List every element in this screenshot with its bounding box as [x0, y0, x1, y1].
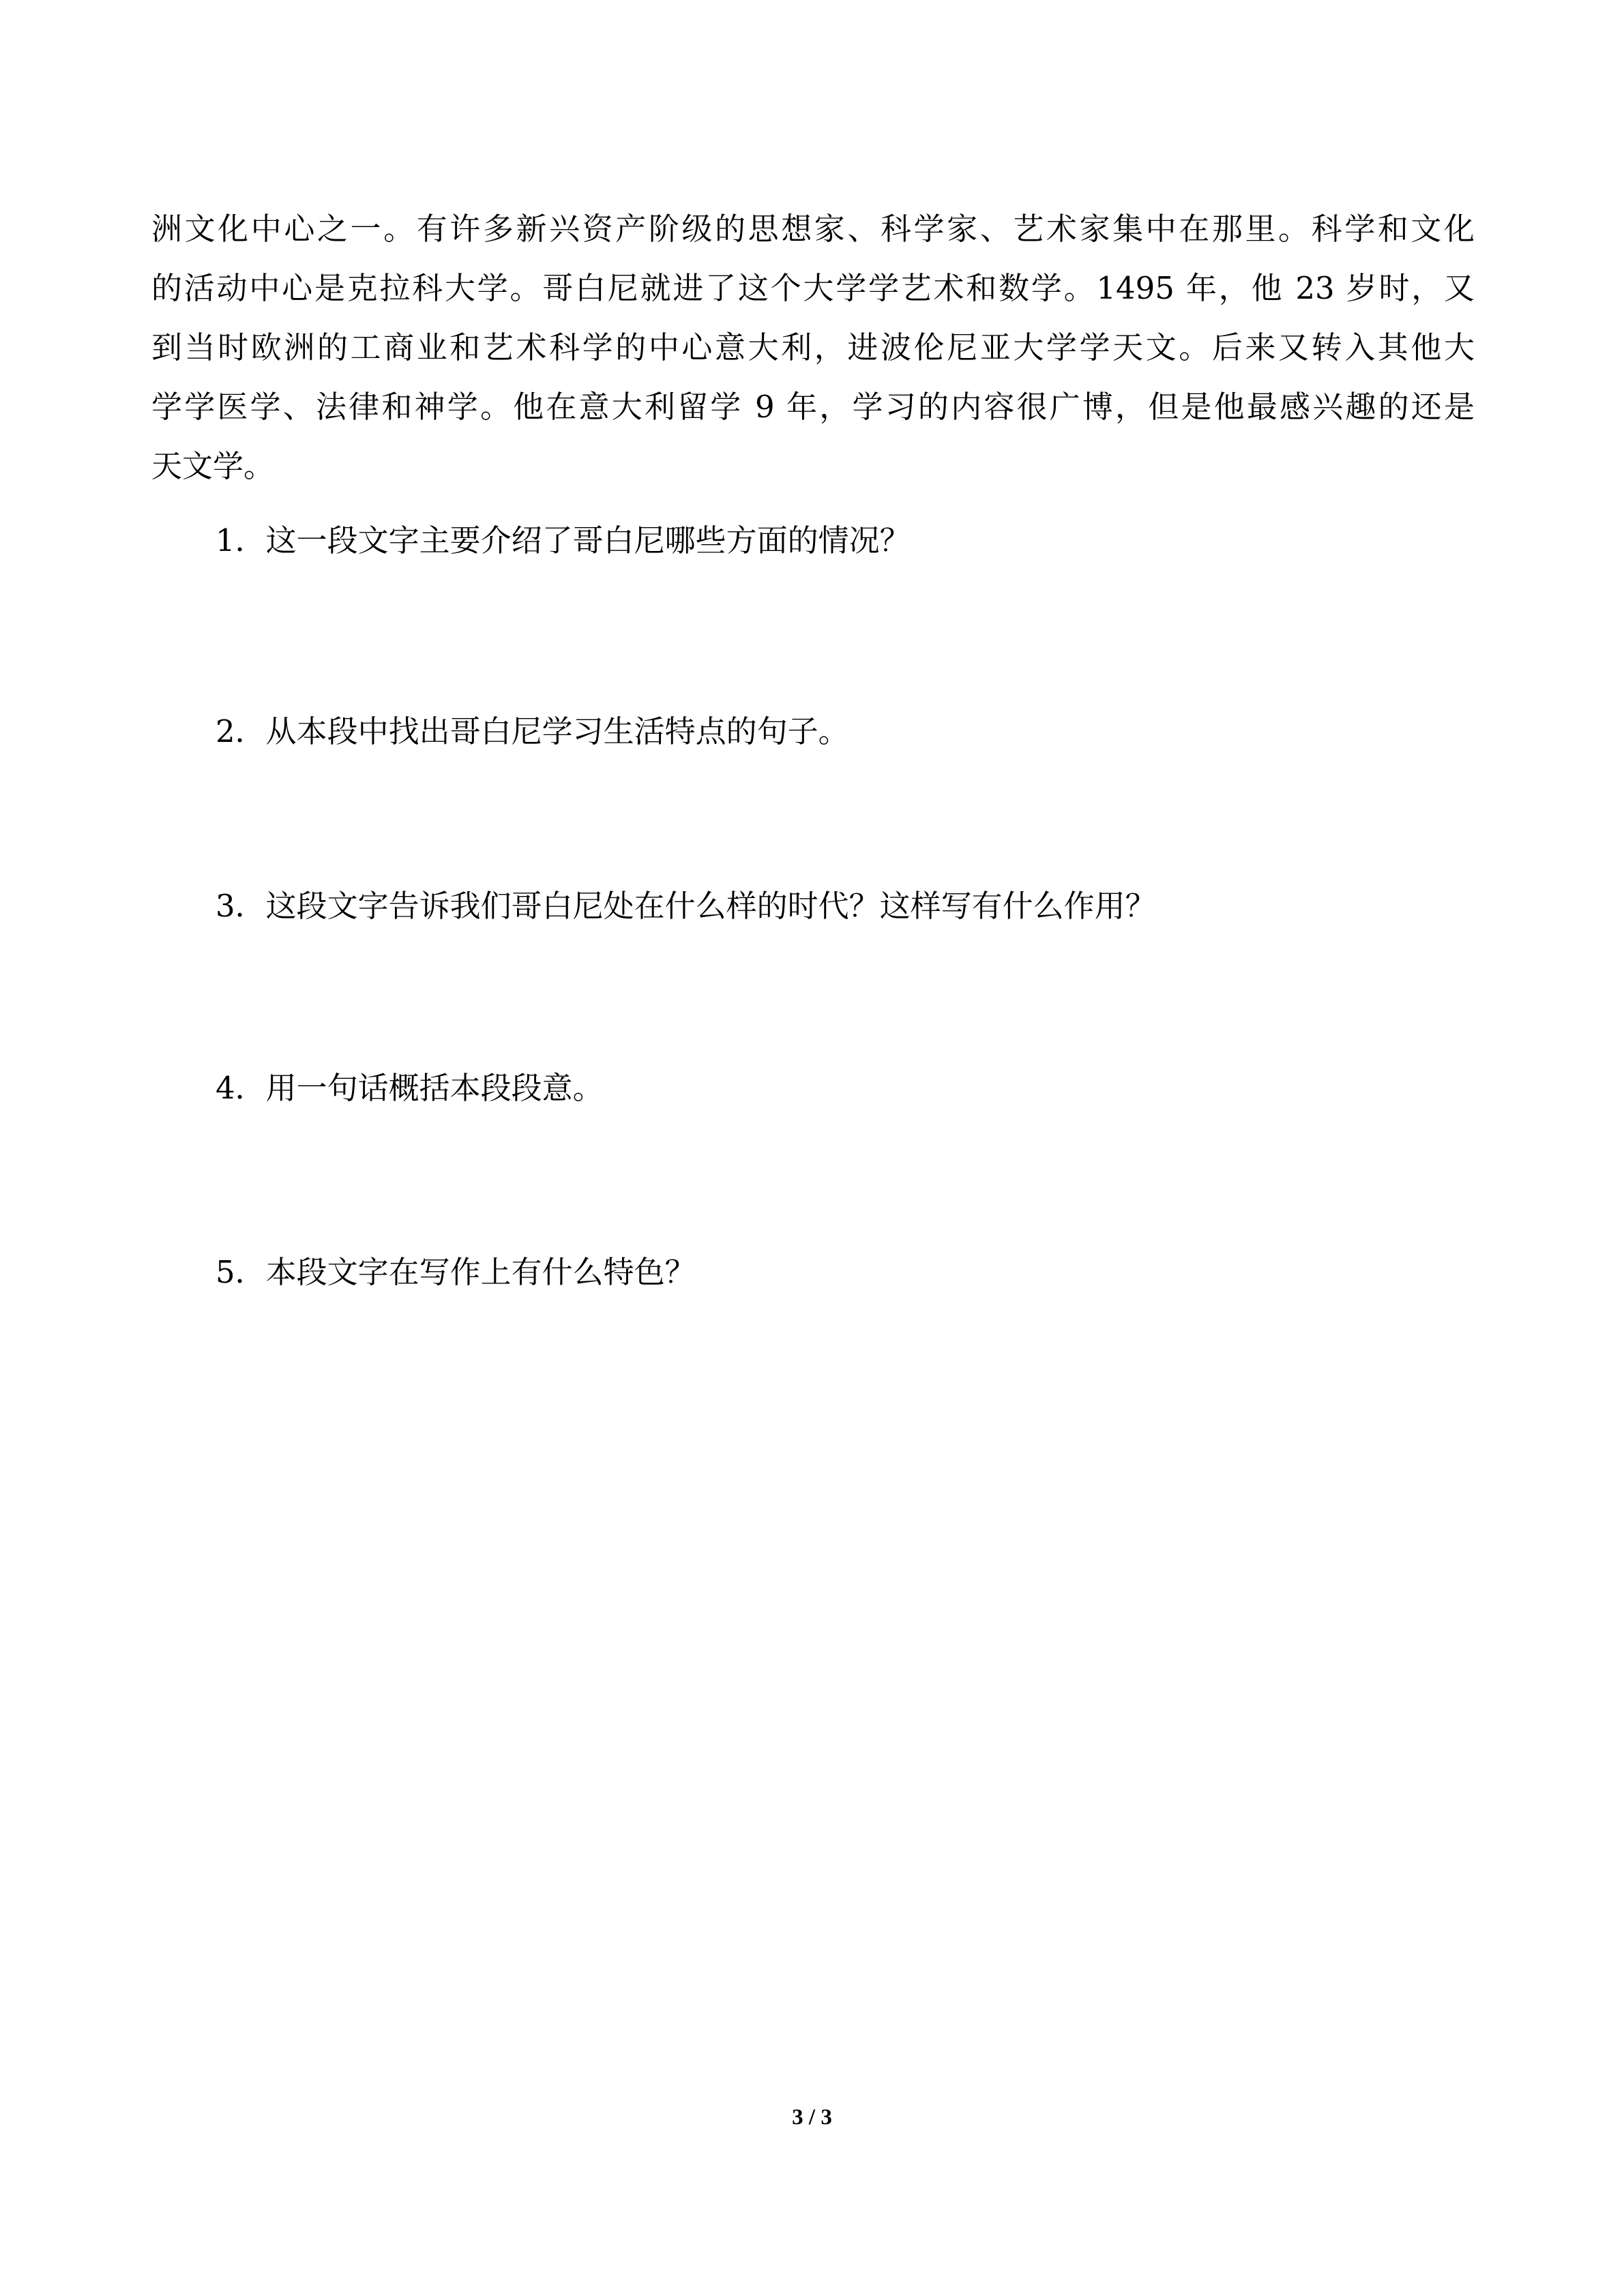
question-2: 2．从本段中找出哥白尼学习生活特点的句子。: [216, 713, 849, 749]
passage-line: 洲文化中心之一。有许多新兴资产阶级的思想家、科学家、艺术家集中在那里。科学和文化: [151, 211, 1475, 247]
passage-line: 学学医学、法律和神学。他在意大利留学 9 年，学习的内容很广博，但是他最感兴趣的还是: [151, 389, 1475, 425]
question-4: 4．用一句话概括本段段意。: [216, 1070, 604, 1106]
passage-line: 天文学。: [151, 448, 275, 484]
question-3: 3．这段文字告诉我们哥白尼处在什么样的时代？这样写有什么作用？: [216, 888, 1156, 924]
passage-line: 的活动中心是克拉科大学。哥白尼就进了这个大学学艺术和数学。1495 年，他 23 岁时，又: [151, 270, 1475, 306]
reading-passage: [151, 199, 1475, 496]
page-number: 3 / 3: [792, 2105, 832, 2130]
question-1: 1．这一段文字主要介绍了哥白尼哪些方面的情况？: [216, 522, 911, 558]
passage-line: 到当时欧洲的工商业和艺术科学的中心意大利，进波伦尼亚大学学天文。后来又转入其他大: [151, 329, 1475, 366]
question-5: 5．本段文字在写作上有什么特色？: [216, 1254, 696, 1290]
